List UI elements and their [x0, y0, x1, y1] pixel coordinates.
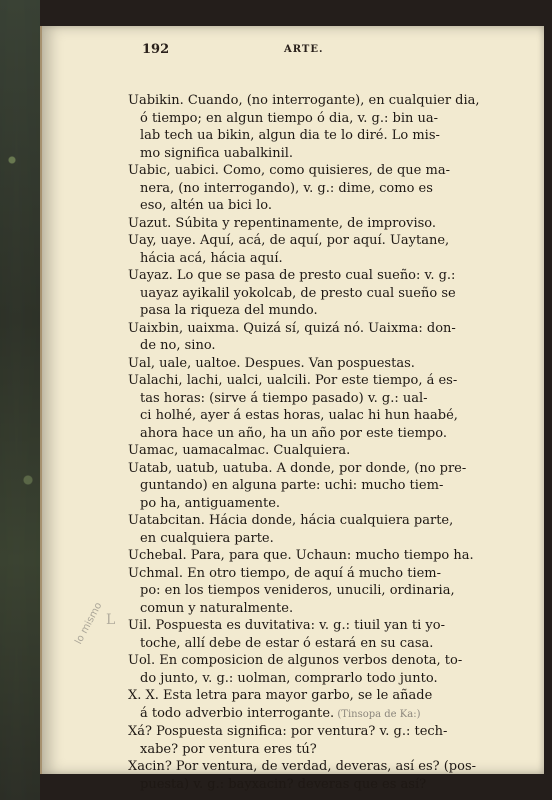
entry-line: Uay, uaye. Aquí, acá, de aquí, por aquí. Uaytane, — [128, 233, 450, 248]
entry-line: Ual, uale, ualtoe. Despues. Van pospuestas. — [128, 355, 415, 371]
pencil-margin-note: lo mismo — [73, 600, 105, 647]
dictionary-entry — [128, 92, 490, 162]
dictionary-entry — [128, 460, 490, 513]
dictionary-entry — [128, 687, 490, 723]
entry-line: Uabikin. Cuando, (no interrogante), en cualquier dia, — [128, 93, 480, 108]
entry-line: ci holhé, ayer á estas horas, ualac hi hun haabé, — [140, 408, 458, 423]
dictionary-entry — [128, 442, 490, 460]
entry-line: de no, sino. — [140, 338, 216, 353]
dictionary-entry — [128, 547, 490, 565]
entry-line: toche, allí debe de estar ó estará en su casa. — [140, 635, 434, 651]
dictionary-entry — [128, 652, 490, 687]
entry-line: eso, altén ua bici lo. — [140, 198, 272, 213]
page-number: 192 — [142, 42, 170, 57]
dictionary-entry — [128, 320, 490, 355]
entry-line: hácia acá, hácia aquí. — [140, 250, 283, 266]
dictionary-entry — [128, 267, 490, 320]
entry-line: Uchebal. Para, para que. Uchaun: mucho tiempo ha. — [128, 548, 474, 563]
entry-line: do junto, v. g.: uolman, comprarlo todo junto. — [140, 670, 438, 686]
dictionary-entry — [128, 617, 490, 652]
dictionary-entry — [128, 215, 490, 233]
dictionary-entry — [128, 512, 490, 547]
entry-line: Uayaz. Lo que se pasa de presto cual sueño: v. g.: — [128, 268, 456, 283]
entry-line: po ha, antiguamente. — [140, 495, 281, 511]
entry-line: lab tech ua bikin, algun dia te lo diré. Lo mis- — [140, 128, 440, 143]
pencil-margin-mark: L — [106, 612, 116, 628]
entry-line: mo significa uabalkinil. — [140, 145, 294, 161]
page-title: ARTE. — [284, 44, 324, 55]
entry-line: á todo adverbio interrogante. (Tinsopa de Ka:) — [140, 705, 421, 721]
dictionary-entry — [128, 232, 490, 267]
dictionary-entry — [128, 372, 490, 442]
running-head — [104, 42, 474, 62]
entry-line: puesta) v. g.: bayxacin? deveras que es así? — [140, 776, 427, 792]
entry-line: Uabic, uabici. Como, como quisieres, de que ma- — [128, 163, 450, 178]
entry-line: Uamac, uamacalmac. Cualquiera. — [128, 443, 351, 458]
entry-line: Xacin? Por ventura, de verdad, deveras, así es? (pos- — [128, 759, 477, 774]
pencil-annotation: (Tinsopa de Ka:) — [334, 708, 421, 720]
entry-line: X. X. Esta letra para mayor garbo, se le añade — [128, 688, 433, 703]
dictionary-entry — [128, 758, 490, 793]
entry-line: Uatab, uatub, uatuba. A donde, por donde, (no pre- — [128, 460, 467, 476]
entry-line: ó tiempo; en algun tiempo ó dia, v. g.: bin ua- — [140, 110, 438, 126]
entry-line: comun y naturalmente. — [140, 600, 294, 616]
entry-line: xabe? por ventura eres tú? — [140, 741, 317, 757]
entry-line: uayaz ayikalil yokolcab, de presto cual sueño se — [140, 285, 456, 301]
entry-line: po: en los tiempos venideros, unucili, ordinaria, — [140, 583, 455, 598]
entry-line: Uatabcitan. Hácia donde, hácia cualquiera parte, — [128, 513, 454, 528]
dictionary-entry — [128, 355, 490, 373]
dictionary-entry — [128, 723, 490, 758]
entry-line: pasa la riqueza del mundo. — [140, 303, 318, 318]
entry-line: Uol. En composicion de algunos verbos denota, to- — [128, 653, 463, 668]
entry-line: Uaixbin, uaixma. Quizá sí, quizá nó. Uaixma: don- — [128, 320, 456, 336]
entry-line: guntando) en alguna parte: uchi: mucho tiem- — [140, 478, 444, 493]
entry-line: Xá? Pospuesta significa: por ventura? v. g.: tech- — [128, 724, 448, 739]
page-body — [128, 92, 490, 793]
entry-line: tas horas: (sirve á tiempo pasado) v. g.: ual- — [140, 390, 428, 406]
entry-line: en cualquiera parte. — [140, 530, 274, 546]
entry-line: ahora hace un año, ha un año por este tiempo. — [140, 425, 447, 441]
dictionary-entry — [128, 565, 490, 618]
entry-line: Ualachi, lachi, ualci, ualcili. Por este tiempo, á es- — [128, 373, 458, 388]
book-cover-edge — [0, 0, 40, 800]
entry-line: nera, (no interrogando), v. g.: dime, como es — [140, 180, 433, 196]
entry-line: Uazut. Súbita y repentinamente, de improviso. — [128, 215, 437, 231]
entry-line: Uil. Pospuesta es duvitativa: v. g.: tiuil yan ti yo- — [128, 618, 445, 633]
entry-line: Uchmal. En otro tiempo, de aquí á mucho tiem- — [128, 565, 442, 581]
dictionary-entry — [128, 162, 490, 215]
